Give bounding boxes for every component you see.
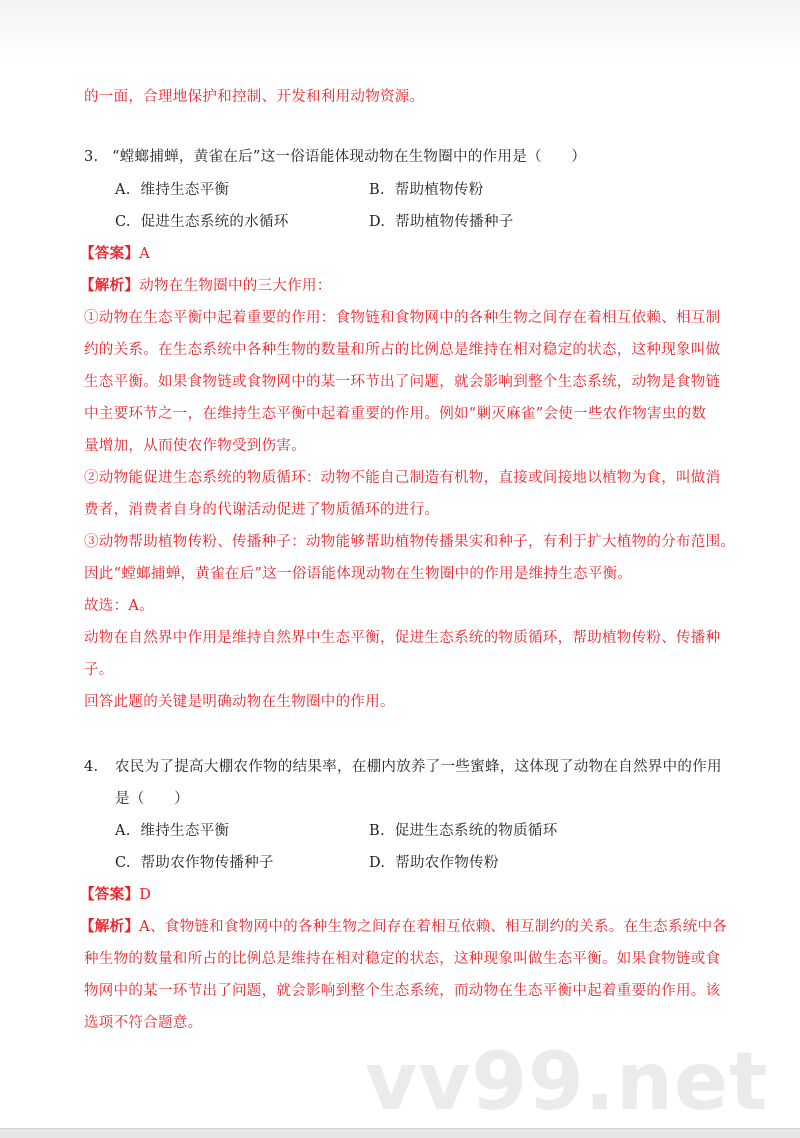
analysis-line: ②动物能促进生态系统的物质循环：动物不能自己制造有机物，直接或间接地以植物为食，叫做消 xyxy=(84,470,721,486)
option-letter: A. xyxy=(115,182,131,198)
option-text: 维持生态平衡 xyxy=(140,182,230,198)
option-a xyxy=(115,821,229,841)
option-c xyxy=(115,853,274,873)
option-letter: D. xyxy=(369,855,386,871)
analysis-text: 动物在生物圈中的三大作用： xyxy=(139,278,332,294)
option-text: 帮助植物传粉 xyxy=(394,182,484,198)
analysis-line: 生态平衡。如果食物链或食物网中的某一环节出了问题，就会影响到整个生态系统，动物是食物链 xyxy=(84,374,721,390)
analysis-line: ①动物在生态平衡中起着重要的作用：食物链和食物网中的各种生物之间存在着相互依赖、相互制 xyxy=(84,310,721,326)
analysis-line: ③动物帮助植物传粉、传播种子：动物能够帮助植物传播果实和种子，有利于扩大植物的分布范围。 xyxy=(84,534,736,550)
question-number: 3. xyxy=(84,149,99,165)
option-text: 促进生态系统的物质循环 xyxy=(394,823,558,839)
page-top-edge xyxy=(0,0,800,60)
option-c xyxy=(115,212,289,232)
analysis-tag: 【解析】 xyxy=(80,918,140,935)
analysis-line: 子。 xyxy=(84,662,114,678)
option-letter: B. xyxy=(369,823,385,839)
answer xyxy=(80,244,150,264)
option-d xyxy=(369,212,514,232)
option-b xyxy=(369,180,484,200)
analysis-line: 物网中的某一环节出了问题，就会影响到整个生态系统，而动物在生态平衡中起着重要的作用。该 xyxy=(84,983,721,999)
analysis-line: 选项不符合题意。 xyxy=(84,1015,203,1031)
analysis-line: 种生物的数量和所占的比例总是维持在相对稳定的状态，这种现象叫做生态平衡。如果食物链或食 xyxy=(84,951,721,967)
answer-value: A xyxy=(139,246,150,262)
question-number: 4. xyxy=(84,759,99,775)
answer-tag: 【答案】 xyxy=(80,245,140,262)
analysis-line: 约的关系。在生态系统中各种生物的数量和所占的比例总是维持在相对稳定的状态，这种现象叫做 xyxy=(84,342,721,358)
answer-tag: 【答案】 xyxy=(80,886,140,903)
analysis-line: 回答此题的关键是明确动物在生物圈中的作用。 xyxy=(84,694,395,710)
option-text: 帮助植物传播种子 xyxy=(395,214,514,230)
analysis-line: 因此“螳螂捕蝉，黄雀在后”这一俗语能体现动物在生物圈中的作用是维持生态平衡。 xyxy=(84,566,633,582)
option-letter: A. xyxy=(115,823,131,839)
question-stem: 农民为了提高大棚农作物的结果率，在棚内放养了一些蜜蜂，这体现了动物在自然界中的作用 xyxy=(115,759,722,775)
question-stem: 是（ ） xyxy=(115,791,189,807)
option-text: 促进生态系统的水循环 xyxy=(140,214,289,230)
analysis-line: 量增加，从而使农作物受到伤害。 xyxy=(84,438,306,454)
option-letter: C. xyxy=(115,214,131,230)
analysis-line: 费者，消费者自身的代谢活动促进了物质循环的进行。 xyxy=(84,502,440,518)
option-letter: D. xyxy=(369,214,386,230)
watermark: vv99.net xyxy=(365,1035,769,1128)
analysis-tag: 【解析】 xyxy=(80,277,140,294)
previous-analysis-tail: 的一面，合理地保护和控制、开发和利用动物资源。 xyxy=(84,89,425,105)
option-text: 帮助农作物传播种子 xyxy=(140,855,274,871)
analysis-line xyxy=(80,276,332,296)
option-letter: C. xyxy=(115,855,131,871)
option-d xyxy=(369,853,499,873)
analysis-line: 动物在自然界中作用是维持自然界中生态平衡，促进生态系统的物质循环，帮助植物传粉、传播种 xyxy=(84,630,721,646)
analysis-line: 中主要环节之一，在维持生态平衡中起着重要的作用。例如“剿灭麻雀”会使一些农作物害虫的数 xyxy=(84,406,707,422)
option-letter: B. xyxy=(369,182,385,198)
option-b xyxy=(369,821,558,841)
option-a xyxy=(115,180,229,200)
option-text: 维持生态平衡 xyxy=(140,823,230,839)
analysis-line: 故选：A。 xyxy=(84,598,154,614)
answer-value: D xyxy=(139,887,152,903)
analysis-line xyxy=(80,917,727,937)
answer xyxy=(80,885,151,905)
option-text: 帮助农作物传粉 xyxy=(395,855,499,871)
analysis-text: A、食物链和食物网中的各种生物之间存在着相互依赖、相互制约的关系。在生态系统中各 xyxy=(139,919,728,935)
question-stem: “螳螂捕蝉，黄雀在后”这一俗语能体现动物在生物圈中的作用是（ ） xyxy=(112,149,587,165)
